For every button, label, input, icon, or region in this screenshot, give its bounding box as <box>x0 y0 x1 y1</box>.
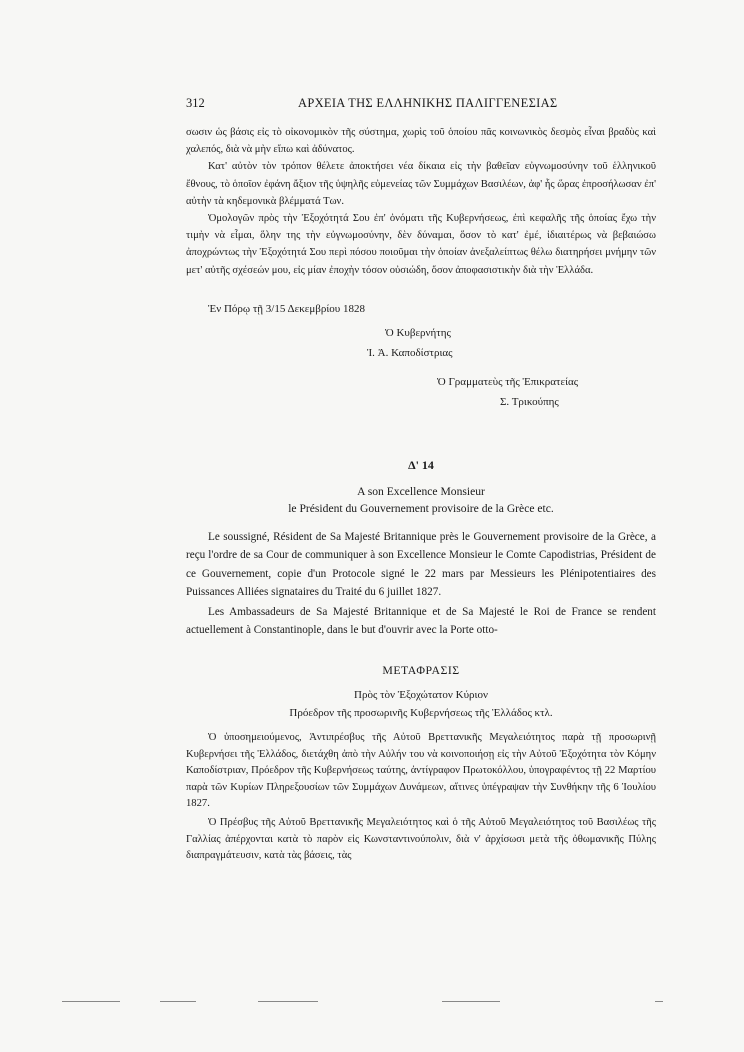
document-number: Δ' 14 <box>408 458 434 472</box>
secretary-name: Σ. Τρικούπης <box>500 396 559 408</box>
footer-rule-center <box>258 1001 318 1002</box>
translation-heading: ΜΕΤΑΦΡΑΣΙΣ <box>382 663 460 677</box>
translation-address-line-1: Πρὸς τὸν Ἐξοχώτατον Κύριον <box>354 689 488 701</box>
date-place: Ἐν Πόρῳ τῇ 3/15 Δεκεμβρίου 1828 <box>208 303 365 315</box>
french-letter-body <box>186 528 656 640</box>
french-paragraph-1: Le soussigné, Résident de Sa Majesté Britannique près le Gouvernement provisoire de la Grèce, a reçu l'ordre de sa Cour de communiquer à son Excellence Monsieur le Comte Capodistrias, Président de ce Gouvernement, copie d'un Protocole signé le 22 mars par Messieurs les Plénipotentiaires des Puissances Alliées signataires du Traité du 6 juillet 1827. <box>186 531 656 598</box>
signer-title: Ὁ Κυβερνήτης <box>385 327 451 339</box>
french-address-line-1: A son Excellence Monsieur <box>357 485 485 498</box>
french-address-line-2: le Président du Gouvernement provisoire de la Grèce etc. <box>288 502 554 515</box>
footer-rule-mid-left <box>160 1001 196 1002</box>
translation-paragraph-1: Ὁ ὑποσημειούμενος, Ἀντιπρέσβυς τῆς Αὐτοῦ Βρεττανικῆς Μεγαλειότητος παρὰ τῇ προσωρινῇ Κυβερνήσει τῆς Ἑλλάδος, διετάχθη ἀπὸ τὴν Αὐλήν του νὰ κοινοποιήσῃ εἰς τὴν Αὐτοῦ Ἐξοχότητα τὸν Κόμην Καποδίστριαν, Πρόεδρον τῆς Κυβερνήσεως ταύτης, ἀντίγραφον Πρωτοκόλλου, ὑπογραφέντος τῇ 22 Μαρτίου παρὰ τῶν Κυρίων Πληρεξουσίων τῶν Συμμάχων Δυνάμεων, αἵτινες ὑπέγραψαν τὴν Συνθήκην τῆς 6 Ἰουλίου 1827. <box>186 732 656 810</box>
translation-body <box>186 730 656 865</box>
footer-rule-right <box>655 1001 663 1002</box>
signer-name: Ἰ. Ἀ. Καποδίστριας <box>367 347 453 359</box>
running-title: ΑΡΧΕΙΑ ΤΗΣ ΕΛΛΗΝΙΚΗΣ ΠΑΛΙΓΓΕΝΕΣΙΑΣ <box>298 96 558 110</box>
letter-body <box>186 124 656 279</box>
footer-rule-mid-right <box>442 1001 500 1002</box>
page-number: 312 <box>186 96 205 110</box>
letter-paragraph-3: Ὁμολογῶν πρὸς τὴν Ἐξοχότητά Σου ἐπ' ὀνόματι τῆς Κυβερνήσεως, ἐπὶ κεφαλῆς τῆς ὁποίας ἔχω τὴν τιμὴν νὰ εἶμαι, ὅλην της τὴν εὐγνωμοσύνην, δὲν δύναμαι, ὅσον τὸ κατ' ἐμέ, ἰδιαιτέρως νὰ βεβαιώσω ἀποχρώντως τὴν Ἐξοχότητά Σου περὶ πόσου ποιοῦμαι τὴν ὁποίαν ἀνεξαλείπτως θέλω διατηρήσει μνήμην τῶν μετ' αὐτῆς σχέσεών μου, εἰς μίαν ἐποχὴν τόσον οὐσιώδη, ὅσον ἀποφασιστικὴν διὰ τὴν Ἑλλάδα. <box>186 213 656 276</box>
secretary-title: Ὁ Γραμματεὺς τῆς Ἐπικρατείας <box>437 376 579 388</box>
letter-paragraph-2: Κατ' αὐτὸν τὸν τρόπον θέλετε ἀποκτήσει νέα δίκαια εἰς τὴν βαθεῖαν εὐγνωμοσύνην τοῦ ἑλληνικοῦ ἔθνους, τὸ ὁποῖον ἐφάνη ἄξιον τῆς ὑψηλῆς εὐμενείας τῶν Συμμάχων Βασιλέων, ἀφ' ἧς ὥρας ἐπροσήλωσαν ἐπ' αὐτὴν τὰ κηδεμονικὰ βλέμματά Των. <box>186 161 657 207</box>
translation-paragraph-2: Ὁ Πρέσβυς τῆς Αὐτοῦ Βρεττανικῆς Μεγαλειότητος καὶ ὁ τῆς Αὐτοῦ Μεγαλειότητος τοῦ Βασιλέως τῆς Γαλλίας ἀπέρχονται κατὰ τὸ παρὸν εἰς Κωνσταντινούπολιν, διὰ ν' ἀρχίσωσι μετὰ τῆς ὀθωμανικῆς Πύλης διαπραγμάτευσιν, κατὰ τὰς βάσεις, τὰς <box>186 816 656 862</box>
page-header <box>186 96 656 114</box>
french-paragraph-2: Les Ambassadeurs de Sa Majesté Britannique et de Sa Majesté le Roi de France se rendent actuellement à Constantinople, dans le but d'ouvrir avec la Porte otto- <box>186 606 656 637</box>
letter-paragraph-1: σωσιν ὡς βάσις εἰς τὸ οἰκονομικὸν τῆς σύστημα, χωρὶς τοῦ ὁποίου πᾶς κοινωνικὸς δεσμὸς εἶναι βραδὺς καὶ χαλεπός, διὰ νὰ μὴν εἴπω καὶ ἀδύνατος. <box>186 127 656 156</box>
footer-rule-left <box>62 1001 120 1002</box>
translation-address-line-2: Πρόεδρον τῆς προσωρινῆς Κυβερνήσεως τῆς Ἑλλάδος κτλ. <box>289 707 553 719</box>
